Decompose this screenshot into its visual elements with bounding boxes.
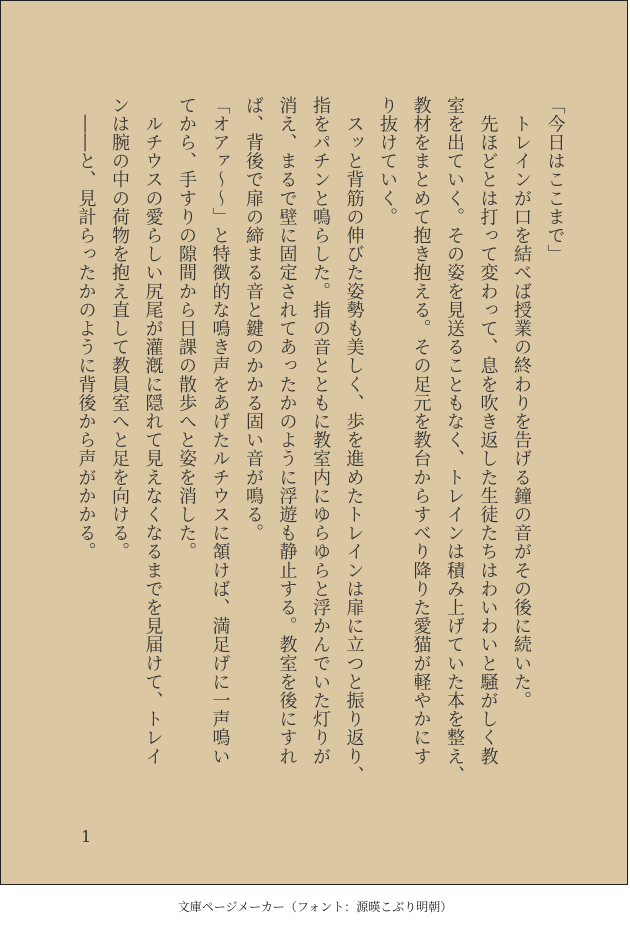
text-line: 室を出ていく。その姿を見送ることもなく、トレインは積み上げていた本を整え、 xyxy=(444,96,465,785)
text-line: 「オアァ～～」と特徴的な鳴き声をあげたルチウスに頷けば、満足げに一声鳴い xyxy=(209,96,231,766)
text-line: り抜けていく。 xyxy=(377,96,398,227)
text-line: ンは腕の中の荷物を抱え直して教員室へと足を向ける。 xyxy=(109,96,130,561)
text-line: 教材をまとめて抱き抱える。その足元を教台からすべり降りた愛猫が軽やかにす xyxy=(410,96,432,766)
text-line: 消え、まるで壁に固定されてあったかのように浮遊も静止する。教室を後にすれ xyxy=(276,96,298,766)
page-number: 1 xyxy=(81,827,92,846)
vertical-text-body xyxy=(69,96,566,856)
text-line: ば、背後で扉の締まる音と鍵のかかる固い音が鳴る。 xyxy=(243,96,264,543)
text-line: ――と、見計らったかのように背後から声がかかる。 xyxy=(75,96,97,561)
text-line: 指をパチンと鳴らした。指の音とともに教室内にゆらゆらと浮かんでいた灯りが xyxy=(310,96,331,766)
text-line: 先ほどとは打って変わって、息を吹き返した生徒たちはわいわいと騒がしく教 xyxy=(477,96,499,766)
text-line: てから、手すりの隙間から日課の散歩へと姿を消した。 xyxy=(176,96,197,561)
text-line: 「今日はここまで」 xyxy=(544,96,566,264)
text-lines xyxy=(69,96,572,856)
text-line: スッと背筋の伸びた姿勢も美しく、歩を進めたトレインは扉に立つと振り返り、 xyxy=(343,96,365,785)
text-line: トレインが口を結べば授業の終わりを告げる鐘の音がその後に続いた。 xyxy=(511,96,532,710)
text-line: ルチウスの愛らしい尻尾が灌漑に隠れて見えなくなるまでを見届けて、トレイ xyxy=(142,96,164,766)
footer-credit: 文庫ページメーカー（フォント：源暎こぶり明朝） xyxy=(177,900,453,914)
